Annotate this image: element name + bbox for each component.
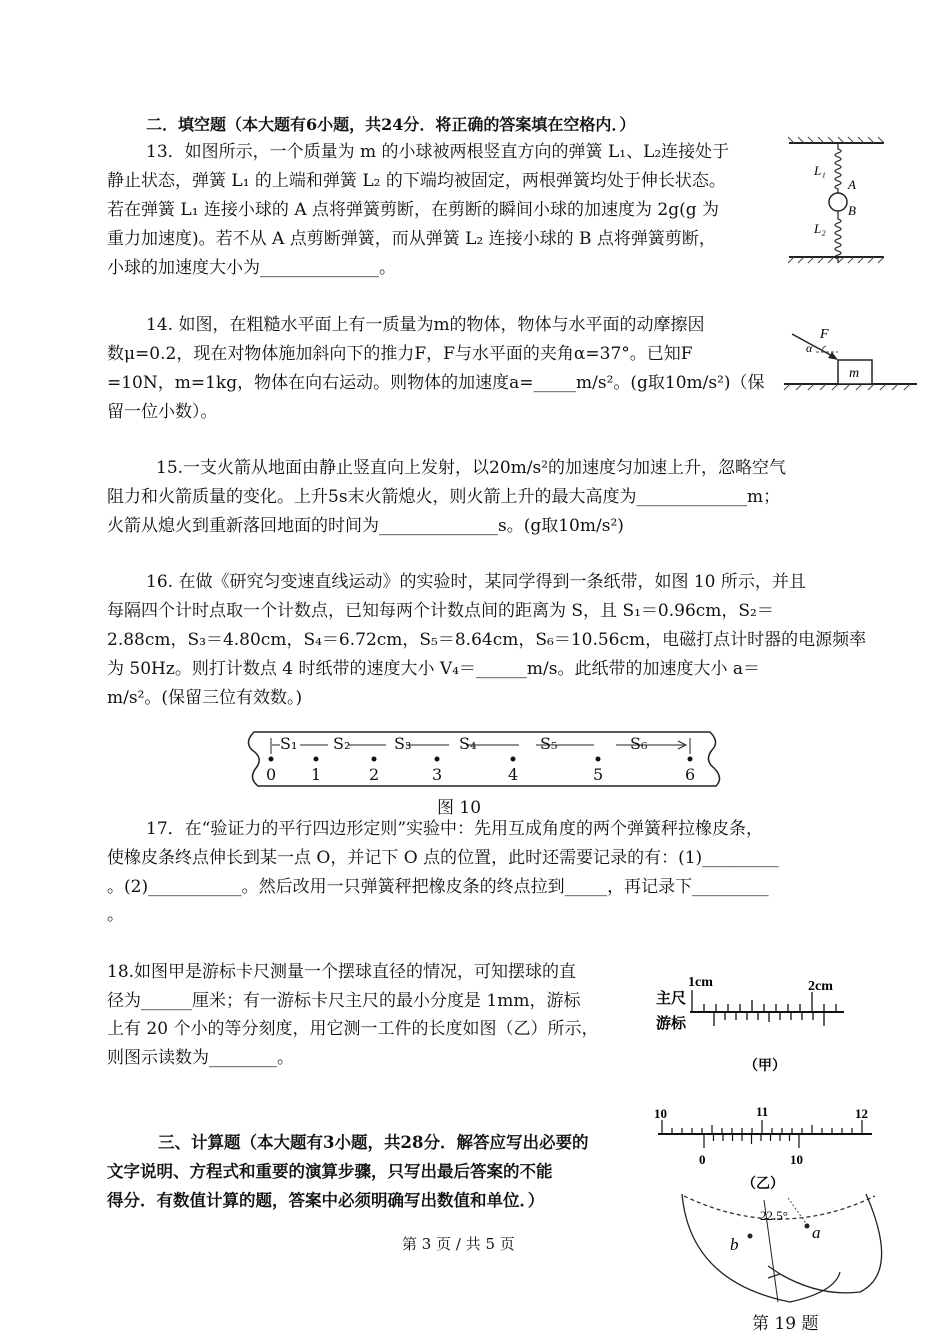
label-alpha: α: [806, 341, 813, 355]
q15-line-2: 阻力和火箭质量的变化。上升5s末火箭熄火，则火箭上升的最大高度为_____________m；: [107, 487, 781, 507]
q17-line-4: 。: [107, 905, 124, 925]
q19-label-b: b: [730, 1235, 739, 1254]
figure-10-caption: 图 10: [437, 798, 482, 818]
q14-line-2: 数μ=0.2，现在对物体施加斜向下的推力F，F与水平面的夹角α=37°。已知F: [107, 344, 693, 364]
tape-s3: S₃: [394, 734, 412, 753]
q15-line-3: 火箭从熄火到重新落回地面的时间为______________s。(g取10m/s²): [107, 516, 624, 536]
tape-point-4: 4: [508, 765, 519, 784]
section-2-heading: 二．填空题（本大题有6小题，共24分．将正确的答案填在空格内．）: [146, 115, 636, 134]
caliper-yi-12: 12: [855, 1106, 868, 1121]
label-A: A: [848, 177, 856, 192]
q17-line-3: 。(2)___________。然后改用一只弹簧秤把橡皮条的终点拉到_____，再记录下_________: [107, 877, 769, 897]
tape-s1: S₁: [280, 734, 298, 753]
q18-line-3: 上有 20 个小的等分刻度，用它测一工件的长度如图（乙）所示，: [107, 1019, 599, 1039]
q13-line-2: 静止状态，弹簧 L₁ 的上端和弹簧 L₂ 的下端均被固定，两根弹簧均处于伸长状态。: [107, 171, 726, 191]
caliper-jia-caption: （甲）: [744, 1059, 786, 1074]
section-3-line-1: 三、计算题（本大题有3小题，共28分．解答应写出必要的: [158, 1133, 589, 1152]
caliper-jia-2cm: 2cm: [808, 979, 833, 994]
q16-line-5: m/s²。(保留三位有效数。): [107, 688, 303, 708]
tape-point-3: 3: [432, 765, 443, 784]
tape-s5: S₅: [540, 734, 558, 753]
q18-line-4: 则图示读数为________。: [107, 1048, 294, 1068]
q13-line-4: 重力加速度)。若不从 A 点剪断弹簧，而从弹簧 L₂ 连接小球的 B 点将弹簧剪断，: [107, 229, 716, 249]
q18-line-1: 18.如图甲是游标卡尺测量一个摆球直径的情况，可知摆球的直: [107, 962, 577, 982]
label-F: F: [820, 327, 829, 342]
tape-point-6: 6: [685, 765, 696, 784]
tape-point-0: 0: [266, 765, 277, 784]
q18-line-2: 径为______厘米；有一游标卡尺主尺的最小分度是 1mm，游标: [107, 991, 581, 1011]
q16-line-1: 16. 在做《研究匀变速直线运动》的实验时，某同学得到一条纸带，如图 10 所示，并且: [146, 572, 806, 592]
tape-s2: S₂: [333, 734, 351, 753]
q19-figure: [670, 1192, 895, 1312]
tape-s4: S₄: [459, 734, 477, 753]
label-L1: L₁: [814, 163, 826, 178]
caliper-jia-1cm: 1cm: [688, 975, 713, 990]
label-m: m: [849, 366, 860, 381]
tape-point-5: 5: [593, 765, 604, 784]
tape-point-2: 2: [369, 765, 380, 784]
q16-line-2: 每隔四个计时点取一个计数点，已知每两个计数点间的距离为 S，且 S₁＝0.96cm，S₂＝: [107, 601, 774, 621]
section-3-line-2: 文字说明、方程式和重要的演算步骤，只写出最后答案的不能: [107, 1162, 553, 1181]
q13-line-5: 小球的加速度大小为______________。: [107, 258, 396, 278]
q13-line-1: 13．如图所示，一个质量为 m 的小球被两根竖直方向的弹簧 L₁、L₂连接处于: [146, 142, 730, 162]
q17-line-1: 17．在“验证力的平行四边形定则”实验中：先用互成角度的两个弹簧秤拉橡皮条，: [146, 819, 764, 839]
caliper-yi-11: 11: [756, 1104, 769, 1119]
caliper-yi-vernier-10: 10: [790, 1152, 803, 1167]
q14-line-3: =10N，m=1kg，物体在向右运动。则物体的加速度a=_____m/s²。(g取10m/s²)（保: [107, 373, 765, 393]
page-footer: 第 3 页 / 共 5 页: [402, 1235, 515, 1253]
caliper-yi-figure: [652, 1104, 877, 1194]
q14-line-4: 留一位小数）。: [107, 402, 218, 422]
q17-line-2: 使橡皮条终点伸长到某一点 O，并记下 O 点的位置，此时还需要记录的有：(1)_________: [107, 848, 779, 868]
tape-s6: S₆: [630, 734, 648, 753]
q19-label-a: a: [812, 1223, 821, 1242]
q16-line-3: 2.88cm，S₃＝4.80cm，S₄＝6.72cm，S₅＝8.64cm，S₆＝10.56cm，电磁打点计时器的电源频率: [107, 630, 867, 650]
q14-line-1: 14. 如图，在粗糙水平面上有一质量为m的物体，物体与水平面的动摩擦因: [146, 315, 705, 335]
section-3-line-3: 得分．有数值计算的题，答案中必须明确写出数值和单位．）: [107, 1191, 545, 1210]
caliper-yi-vernier-0: 0: [699, 1152, 706, 1167]
caliper-jia-vernier-label: 游标: [656, 1016, 687, 1032]
caliper-yi-caption: （乙）: [742, 1177, 784, 1192]
q19-angle: 22.5°: [760, 1208, 788, 1223]
label-L2: L₂: [814, 221, 826, 236]
tape-point-1: 1: [311, 765, 322, 784]
q19-caption: 第 19 题: [752, 1314, 819, 1334]
caliper-jia-main-label: 主尺: [656, 991, 687, 1007]
q15-line-1: 15.一支火箭从地面由静止竖直向上发射，以20m/s²的加速度匀加速上升，忽略空气: [156, 458, 787, 478]
q14-block-figure: [782, 322, 922, 394]
q13-spring-figure: [784, 135, 894, 270]
q13-line-3: 若在弹簧 L₁ 连接小球的 A 点将弹簧剪断，在剪断的瞬间小球的加速度为 2g(g 为: [107, 200, 720, 220]
label-B: B: [848, 203, 856, 218]
caliper-yi-10: 10: [654, 1106, 667, 1121]
caliper-jia-figure: [652, 966, 852, 1074]
q16-line-4: 为 50Hz。则打计数点 4 时纸带的速度大小 V₄＝______m/s。此纸带的加速度大小 a＝: [107, 659, 761, 679]
